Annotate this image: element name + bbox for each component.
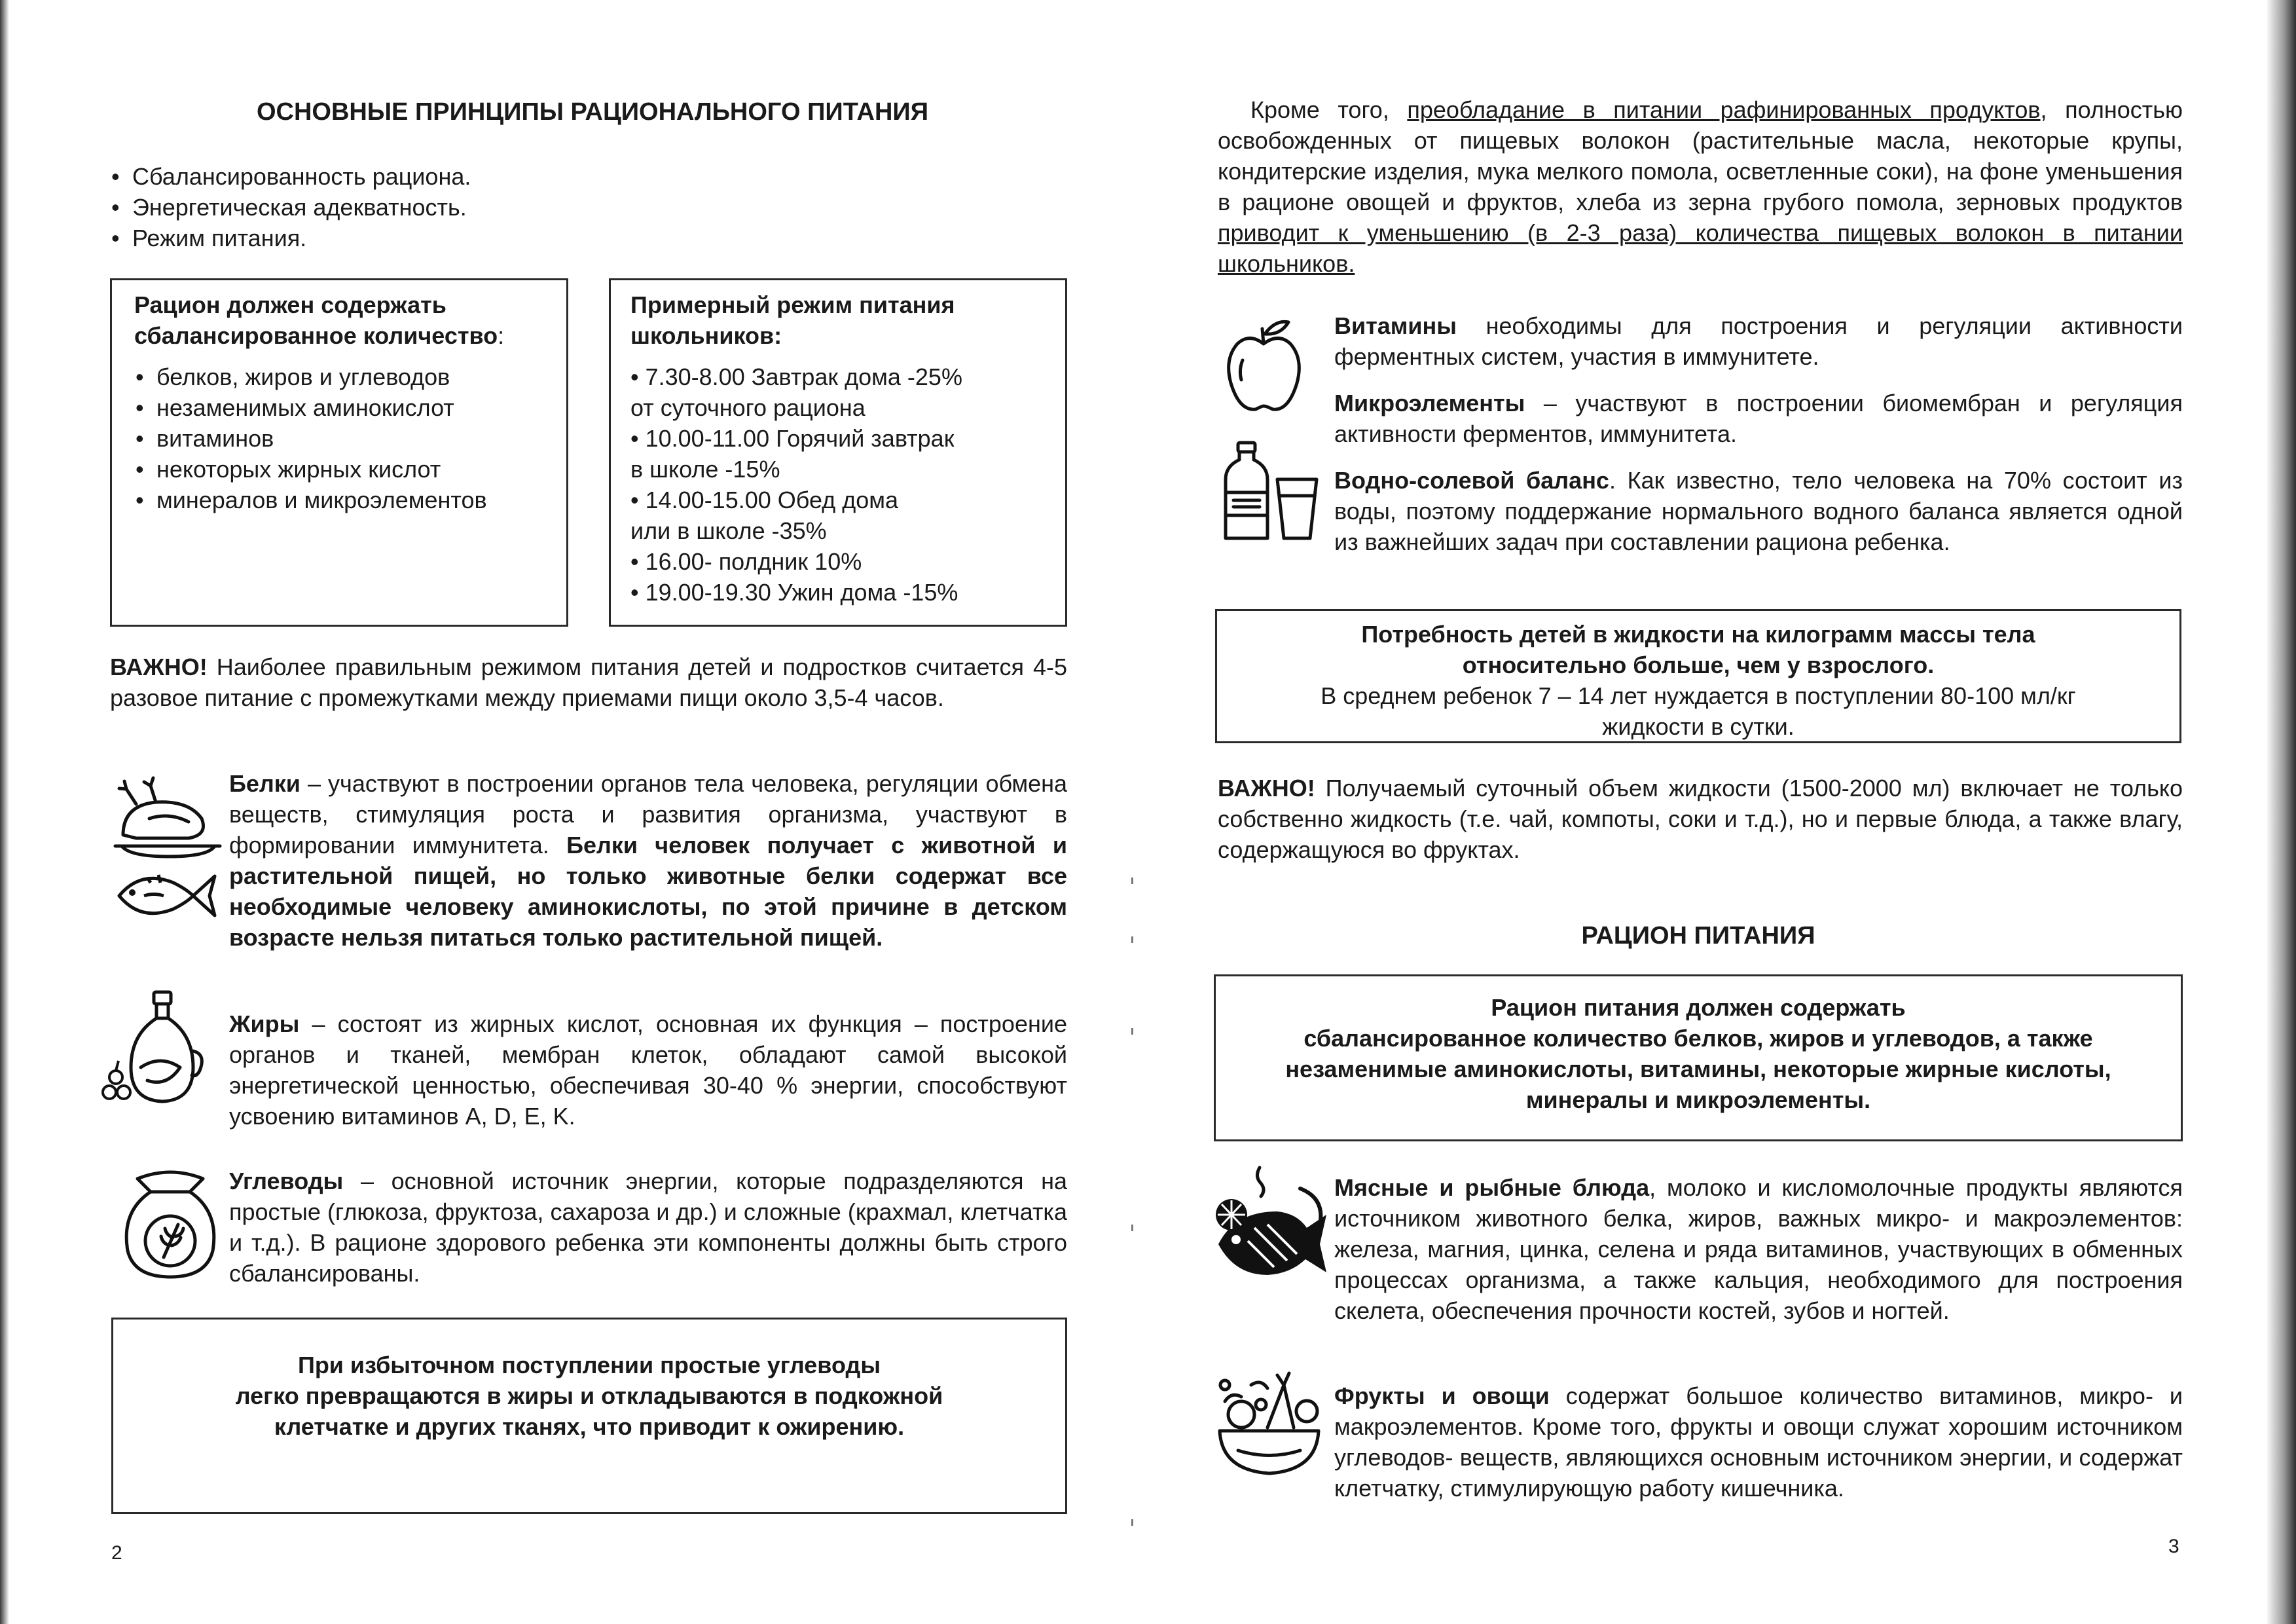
- nutrient-list: [134, 361, 553, 515]
- microelements-paragraph: [1334, 388, 2183, 449]
- schedule-text: 19.00-19.30 Ужин дома -15%: [645, 579, 958, 606]
- bullet: •: [630, 548, 646, 575]
- schedule-text: от суточного рациона: [630, 394, 866, 421]
- list-item: • Режим питания.: [110, 223, 699, 253]
- flour-bag-icon: [118, 1166, 223, 1280]
- page-number: 2: [111, 1542, 122, 1564]
- vitamins-body: необходимы для построения и регуляции активности ферментных систем, участия в иммунитете.: [1334, 312, 2183, 370]
- ration-content-box: [110, 278, 568, 627]
- intro-text: , полностью освобожденных от пищевых волокон (растительные масла, некоторые крупы, кондитерские изделия, мука мелкого помола, осветленные соки), на фоне уменьшения в рационе овощей и фруктов, хлеба из зерна грубого помола, зерновых продуктов: [1218, 96, 2183, 215]
- page-left: [0, 0, 1146, 1624]
- box-title: Рацион должен содержать: [134, 291, 446, 318]
- water-term: Водно-солевой баланс: [1334, 467, 1609, 494]
- water-bottle-glass-icon: [1222, 440, 1320, 545]
- fats-text: [229, 1008, 1067, 1132]
- carbs-warning-box: [111, 1318, 1067, 1514]
- bullet: •: [630, 579, 646, 606]
- apple-icon: [1223, 314, 1305, 416]
- fats-paragraph: [229, 1008, 1067, 1132]
- fluid-line: относительно больше, чем у взрослого.: [1462, 652, 1935, 678]
- list-item: • минералов и микроэлементов: [134, 485, 553, 515]
- fish-icon: [111, 863, 219, 929]
- important-text: Наиболее правильным режимом питания детей и подростков считается 4-5 разовое питание с промежутками между приемами пищи около 3,5-4 часов.: [110, 654, 1067, 711]
- meat-fish-paragraph: [1334, 1172, 2183, 1326]
- list-item: • витаминов: [134, 423, 553, 454]
- page-number: 3: [2168, 1536, 2179, 1557]
- important-label: ВАЖНО!: [110, 654, 208, 680]
- important-note: [110, 652, 1067, 713]
- microelements-term: Микроэлементы: [1334, 390, 1525, 416]
- schedule-box: [609, 278, 1067, 627]
- meat-text: [1334, 1172, 2183, 1326]
- fluid-line: В среднем ребенок 7 – 14 лет нуждается в поступлении 80-100 мл/кг: [1321, 682, 2076, 709]
- schedule-text: 14.00-15.00 Обед дома: [645, 487, 899, 513]
- proteins-term: Белки: [229, 770, 301, 797]
- ration-line: Рацион питания должен содержать: [1491, 994, 1906, 1021]
- schedule-item: [630, 546, 1052, 577]
- page-right: [1150, 0, 2296, 1624]
- bullet: •: [630, 425, 646, 452]
- intro-underlined: преобладание в питании рафинированных продуктов: [1407, 96, 2041, 123]
- box-title: [134, 320, 553, 351]
- vitamins-term: Витамины: [1334, 312, 1457, 339]
- schedule-text: 10.00-11.00 Горячий завтрак: [645, 425, 955, 452]
- proteins-text: [229, 768, 1067, 953]
- intro-text: Кроме того,: [1250, 96, 1408, 123]
- list-item: • Сбалансированность рациона.: [110, 161, 699, 192]
- schedule-text: 16.00- полдник 10%: [645, 548, 862, 575]
- carbs-body: – основной источник энергии, которые подразделяются на простые (глюкоза, фруктоза, сахароза и др.) и сложные (крахмал, клетчатка и т.д.). В рационе здорового ребенка эти компоненты должны быть строго сбалансированы.: [229, 1168, 1067, 1287]
- ration-line: минералы и микроэлементы.: [1525, 1086, 1871, 1113]
- list-item: • некоторых жирных кислот: [134, 454, 553, 485]
- ration-box: [1214, 974, 2183, 1141]
- fluid-line: жидкости в сутки.: [1602, 713, 1795, 740]
- fish-dish-icon: [1209, 1162, 1330, 1287]
- schedule-item: [630, 423, 1052, 454]
- section-title: РАЦИОН ПИТАНИЯ: [1581, 922, 1815, 950]
- water-body: . Как известно, тело человека на 70% состоит из воды, поэтому поддержание нормального водного баланса является одной из важнейших задач при составлении рациона ребенка.: [1334, 467, 2183, 555]
- chicken-icon: [110, 773, 225, 861]
- important-note: [1218, 773, 2183, 865]
- schedule-text: в школе -15%: [630, 456, 780, 483]
- list-item: • Энергетическая адекватность.: [110, 192, 699, 223]
- principles-list: [110, 161, 699, 253]
- list-item: • незаменимых аминокислот: [134, 392, 553, 423]
- schedule-item: [630, 577, 1052, 608]
- water-paragraph: [1334, 465, 2183, 557]
- meat-term: Мясные и рыбные блюда: [1334, 1174, 1650, 1201]
- fluid-line: Потребность детей в жидкости на килограмм массы тела: [1361, 621, 2035, 648]
- oil-bottle-icon: [101, 989, 206, 1113]
- schedule-list: [630, 361, 1052, 608]
- intro-underlined: приводит к уменьшению (в 2-3 раза) количества пищевых волокон в питании школьников.: [1218, 219, 2183, 277]
- proteins-paragraph: [229, 768, 1067, 953]
- fruits-text: [1334, 1380, 2183, 1504]
- box-title-tail: :: [498, 322, 505, 349]
- bullet: •: [630, 487, 646, 513]
- list-item: • белков, жиров и углеводов: [134, 361, 553, 392]
- ration-line: незаменимые аминокислоты, витамины, некоторые жирные кислоты,: [1285, 1056, 2111, 1082]
- schedule-item-continuation: [630, 515, 1052, 546]
- fluid-needs-box: [1215, 609, 2181, 743]
- water-text: [1334, 465, 2183, 557]
- vitamins-text: [1334, 310, 2183, 372]
- fats-term: Жиры: [229, 1010, 300, 1037]
- carbs-paragraph: [229, 1166, 1067, 1289]
- vitamins-paragraph: [1334, 310, 2183, 372]
- schedule-text: 7.30-8.00 Завтрак дома -25%: [645, 363, 962, 390]
- important-label: ВАЖНО!: [1218, 775, 1315, 802]
- fruits-paragraph: [1334, 1380, 2183, 1504]
- microelements-body: – участвуют в построении биомембран и регуляция активности ферментов, иммунитета.: [1334, 390, 2183, 447]
- warning-line: клетчатке и других тканях, что приводит к ожирению.: [274, 1413, 905, 1440]
- microelements-text: [1334, 388, 2183, 449]
- box-title: Примерный режим питания: [630, 291, 955, 318]
- warning-line: При избыточном поступлении простые углеводы: [297, 1352, 881, 1378]
- schedule-item: [630, 485, 1052, 515]
- box-title: школьников:: [630, 322, 782, 349]
- schedule-text: или в школе -35%: [630, 517, 827, 544]
- box-title-bold: сбалансированное количество: [134, 322, 498, 349]
- schedule-item: [630, 361, 1052, 392]
- fats-body: – состоят из жирных кислот, основная их функция – построение органов и тканей, мембран клеток, обладают самой высокой энергетической ценностью, обеспечивая 30-40 % энергии, способствуют усвоению витаминов A, D, E, K.: [229, 1010, 1067, 1130]
- salad-bowl-icon: [1212, 1365, 1326, 1480]
- warning-line: легко превращаются в жиры и откладываются в подкожной: [235, 1382, 943, 1409]
- proteins-body: – участвуют в построении органов тела человека, регуляции обмена веществ, стимуляция роста и развития организма, участвуют в формировании иммунитета.: [229, 770, 1067, 858]
- ration-line: сбалансированное количество белков, жиров и углеводов, а также: [1303, 1025, 2093, 1052]
- bullet: •: [630, 363, 646, 390]
- fruits-body: содержат большое количество витаминов, микро- и макроэлементов. Кроме того, фрукты и овощи служат хорошим источником углеводов- веществ, являющихся основным источником энергии, и содержат клетчатку, стимулирующую работу кишечника.: [1334, 1382, 2183, 1502]
- important-text: Получаемый суточный объем жидкости (1500-2000 мл) включает не только собственно жидкость (т.е. чай, компоты, соки и т.д.), но и первые блюда, а также влагу, содержащуюся во фруктах.: [1218, 775, 2183, 863]
- intro-paragraph: [1218, 94, 2183, 279]
- proteins-emphasis: Белки человек получает с животной и растительной пищей, но только животные белки содержат все необходимые человеку аминокислоты, по этой причине в детском возрасте нельзя питаться только растительной пищей.: [229, 832, 1067, 951]
- carbs-term: Углеводы: [229, 1168, 344, 1194]
- meat-body: , молоко и кисломолочные продукты являются источником животного белка, жиров, важных микро- и макроэлементов: железа, магния, цинка, селена и ряда витаминов, участвующих в обменных процессах организма, а также кальция, необходимого для построения скелета, обеспечения прочности костей, зубов и ногтей.: [1334, 1174, 2183, 1324]
- page-title: ОСНОВНЫЕ ПРИНЦИПЫ РАЦИОНАЛЬНОГО ПИТАНИЯ: [256, 98, 929, 126]
- schedule-item-continuation: [630, 392, 1052, 423]
- fruits-term: Фрукты и овощи: [1334, 1382, 1550, 1409]
- carbs-text: [229, 1166, 1067, 1289]
- schedule-item-continuation: [630, 454, 1052, 485]
